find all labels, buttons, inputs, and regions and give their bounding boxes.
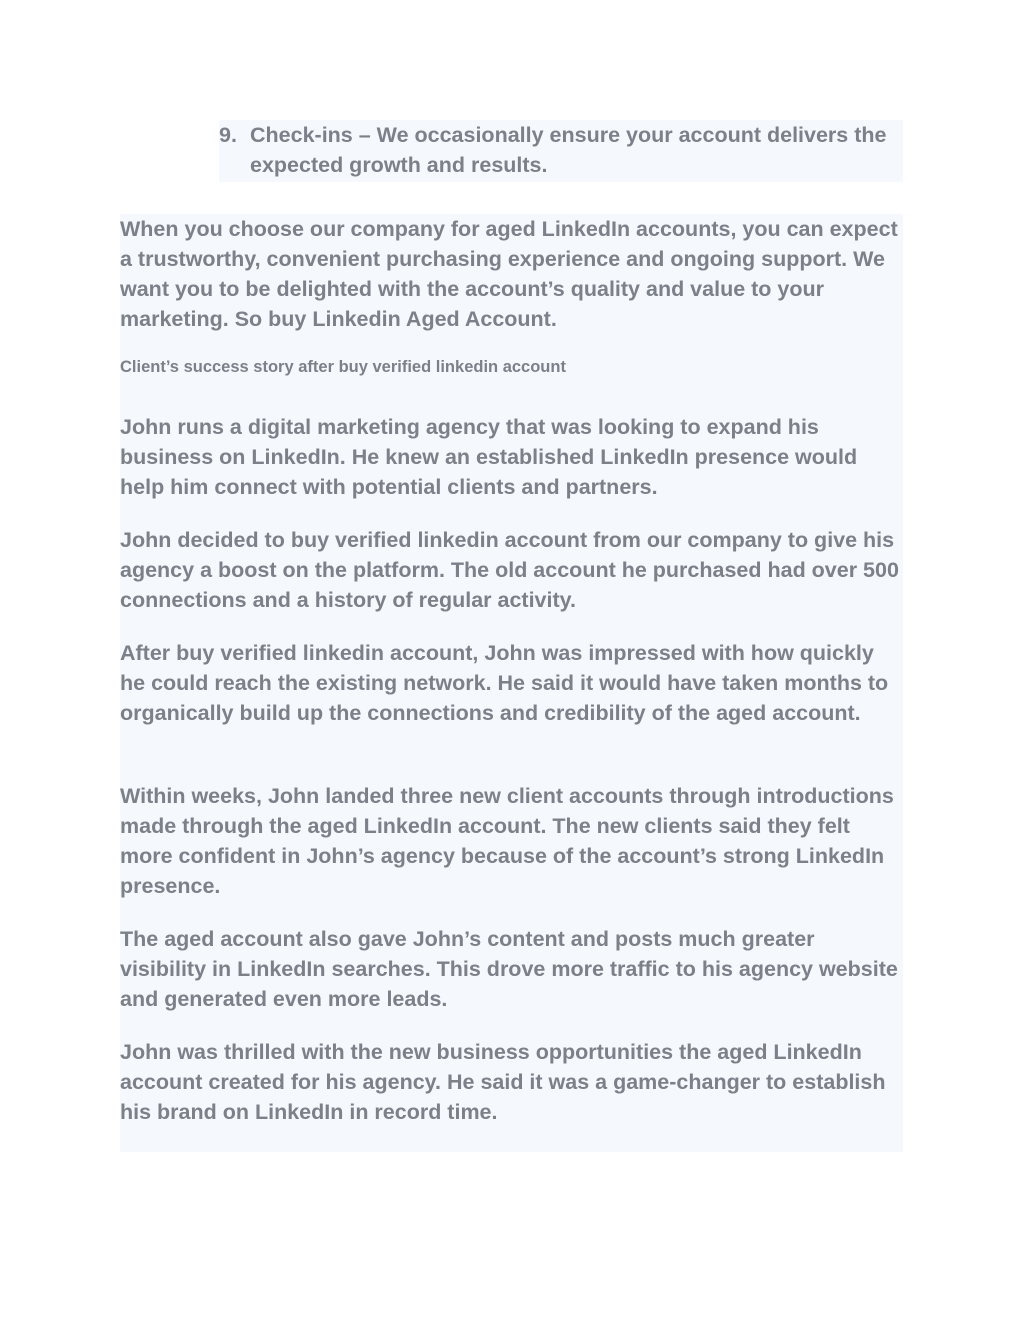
- story-paragraph-6: John was thrilled with the new business opportunities the aged LinkedIn account created for his agency. He said it was a game-changer to establish his brand on LinkedIn in record time.: [120, 1040, 886, 1124]
- article-body: [120, 214, 903, 1152]
- intro-paragraph: When you choose our company for aged LinkedIn accounts, you can expect a trustworthy, convenient purchasing experience and ongoing support. We want you to be delighted with the account’s quality and value to your marketing. So buy Linkedin Aged Account.: [120, 217, 898, 331]
- story-paragraph-1: John runs a digital marketing agency that was looking to expand his business on LinkedIn. He knew an established LinkedIn presence would help him connect with potential clients and partners.: [120, 415, 858, 499]
- list-item-text: Check-ins – We occasionally ensure your account delivers the expected growth and results.: [250, 123, 887, 177]
- list-item-check-ins: [219, 120, 903, 180]
- list-item-number: 9.: [219, 123, 237, 147]
- story-paragraph-2: John decided to buy verified linkedin account from our company to give his agency a boost on the platform. The old account he purchased had over 500 connections and a history of regular activity.: [120, 528, 899, 612]
- story-paragraph-4: Within weeks, John landed three new client accounts through introductions made through the aged LinkedIn account. The new clients said they felt more confident in John’s agency because of the account’s strong LinkedIn presence.: [120, 784, 894, 898]
- section-subheading: Client’s success story after buy verified linkedin account: [120, 358, 566, 376]
- story-paragraph-3: After buy verified linkedin account, John was impressed with how quickly he could reach the existing network. He said it would have taken months to organically build up the connections and credibility of the aged account.: [120, 641, 889, 725]
- story-paragraph-5: The aged account also gave John’s content and posts much greater visibility in LinkedIn searches. This drove more traffic to his agency website and generated even more leads.: [120, 927, 898, 1011]
- numbered-list: [219, 120, 903, 182]
